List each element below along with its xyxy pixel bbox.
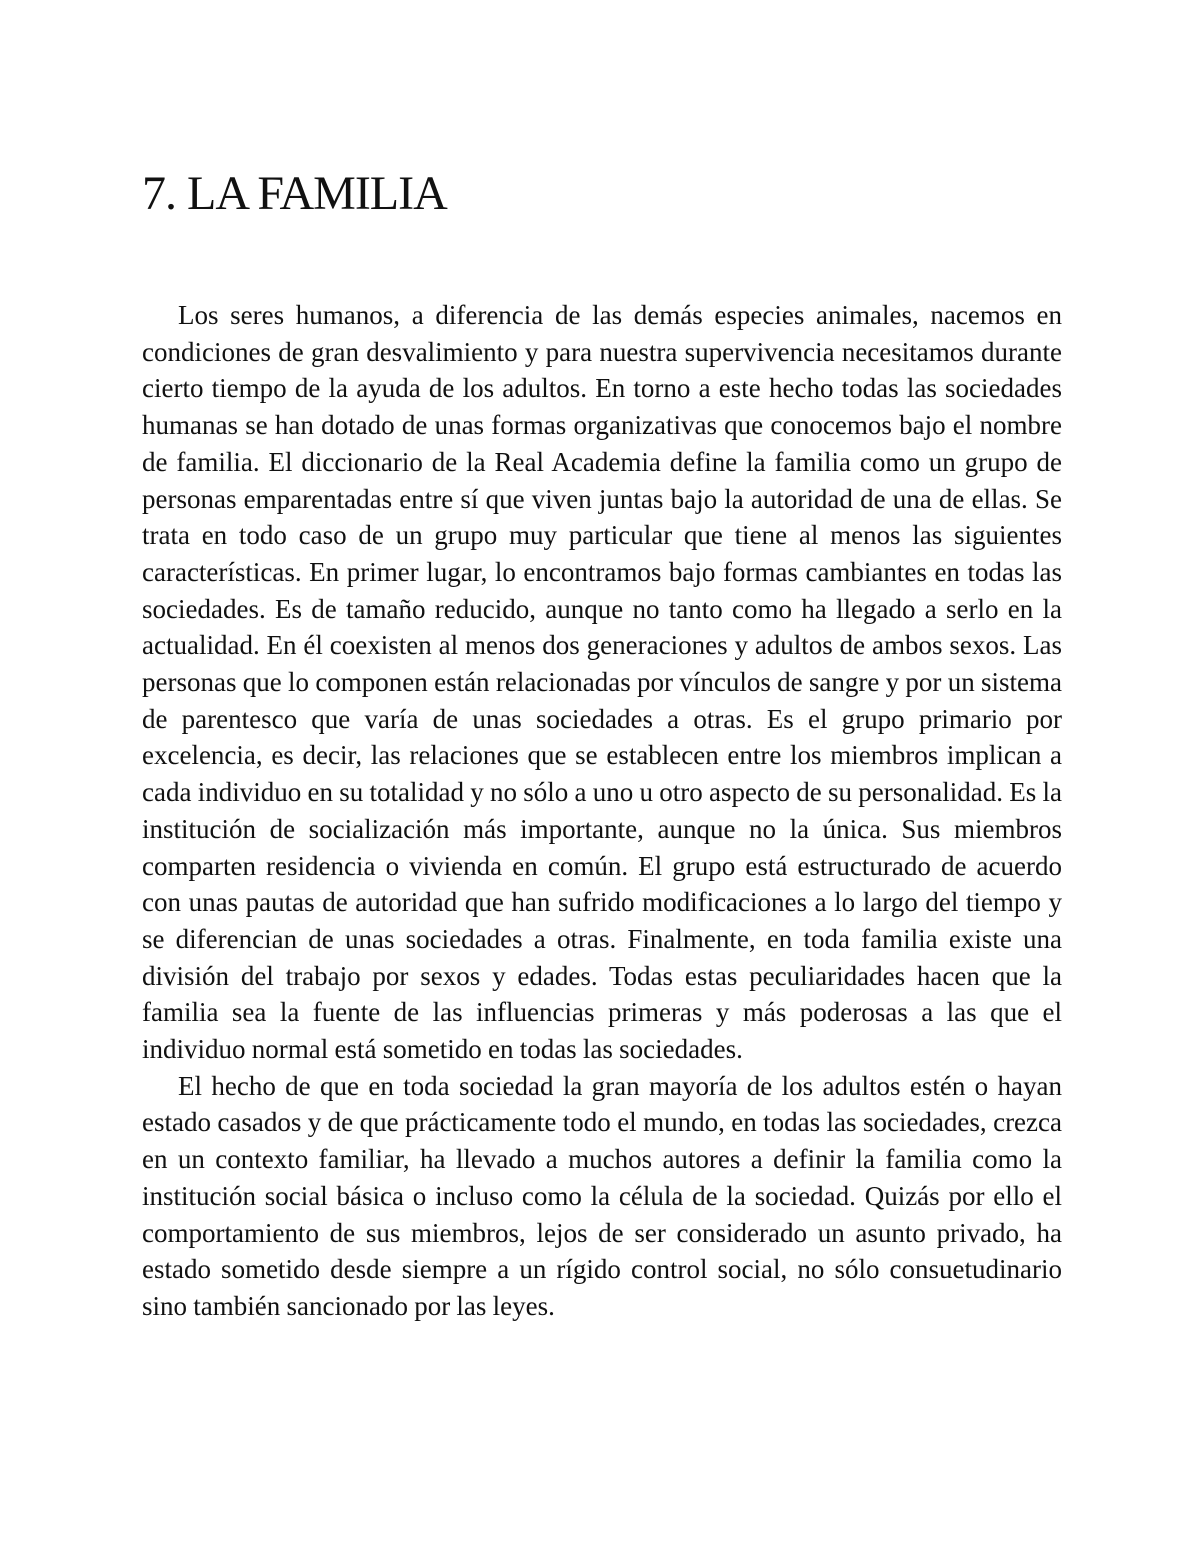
paragraph-2: El hecho de que en toda sociedad la gran mayoría de los adultos estén o hayan estado casados y de que prácticamente todo el mundo, en todas las sociedades, crezca en un contexto familiar, ha llevado a muchos autores a definir la familia como la institución social básica o incluso como la célula de la sociedad. Quizás por ello el comportamiento de sus miembros, lejos de ser considerado un asunto privado, ha estado sometido desde siempre a un rígido control social, no sólo consuetudinario sino también sancionado por las leyes. <box>142 1070 1062 1321</box>
chapter-title: 7. LA FAMILIA <box>142 167 447 220</box>
paragraph-1: Los seres humanos, a diferencia de las demás especies animales, nacemos en condiciones de gran desvalimiento y para nuestra supervivencia necesitamos durante cierto tiempo de la ayuda de los adultos. En torno a este hecho todas las sociedades humanas se han dotado de unas formas organizativas que conocemos bajo el nombre de familia. El diccionario de la Real Academia define la familia como un grupo de personas emparentadas entre sí que viven juntas bajo la autoridad de una de ellas. Se trata en todo caso de un grupo muy particular que tiene al menos las siguientes características. En primer lugar, lo encontramos bajo formas cambiantes en todas las sociedades. Es de tamaño reducido, aunque no tanto como ha llegado a serlo en la actualidad. En él coexisten al menos dos generaciones y adultos de ambos sexos. Las personas que lo componen están relacionadas por vínculos de sangre y por un sistema de parentesco que varía de unas sociedades a otras. Es el grupo primario por excelencia, es decir, las relaciones que se establecen entre los miembros implican a cada individuo en su totalidad y no sólo a uno u otro aspecto de su personalidad. Es la institución de socialización más importante, aunque no la única. Sus miembros comparten residencia o vivienda en común. El grupo está estructurado de acuerdo con unas pautas de autoridad que han sufrido modificaciones a lo largo del tiempo y se diferencian de unas sociedades a otras. Finalmente, en toda familia existe una división del trabajo por sexos y edades. Todas estas peculiaridades hacen que la familia sea la fuente de las influencias primeras y más poderosas a las que el individuo normal está sometido en todas las sociedades. <box>142 300 1062 1065</box>
body-text <box>142 297 1062 1325</box>
